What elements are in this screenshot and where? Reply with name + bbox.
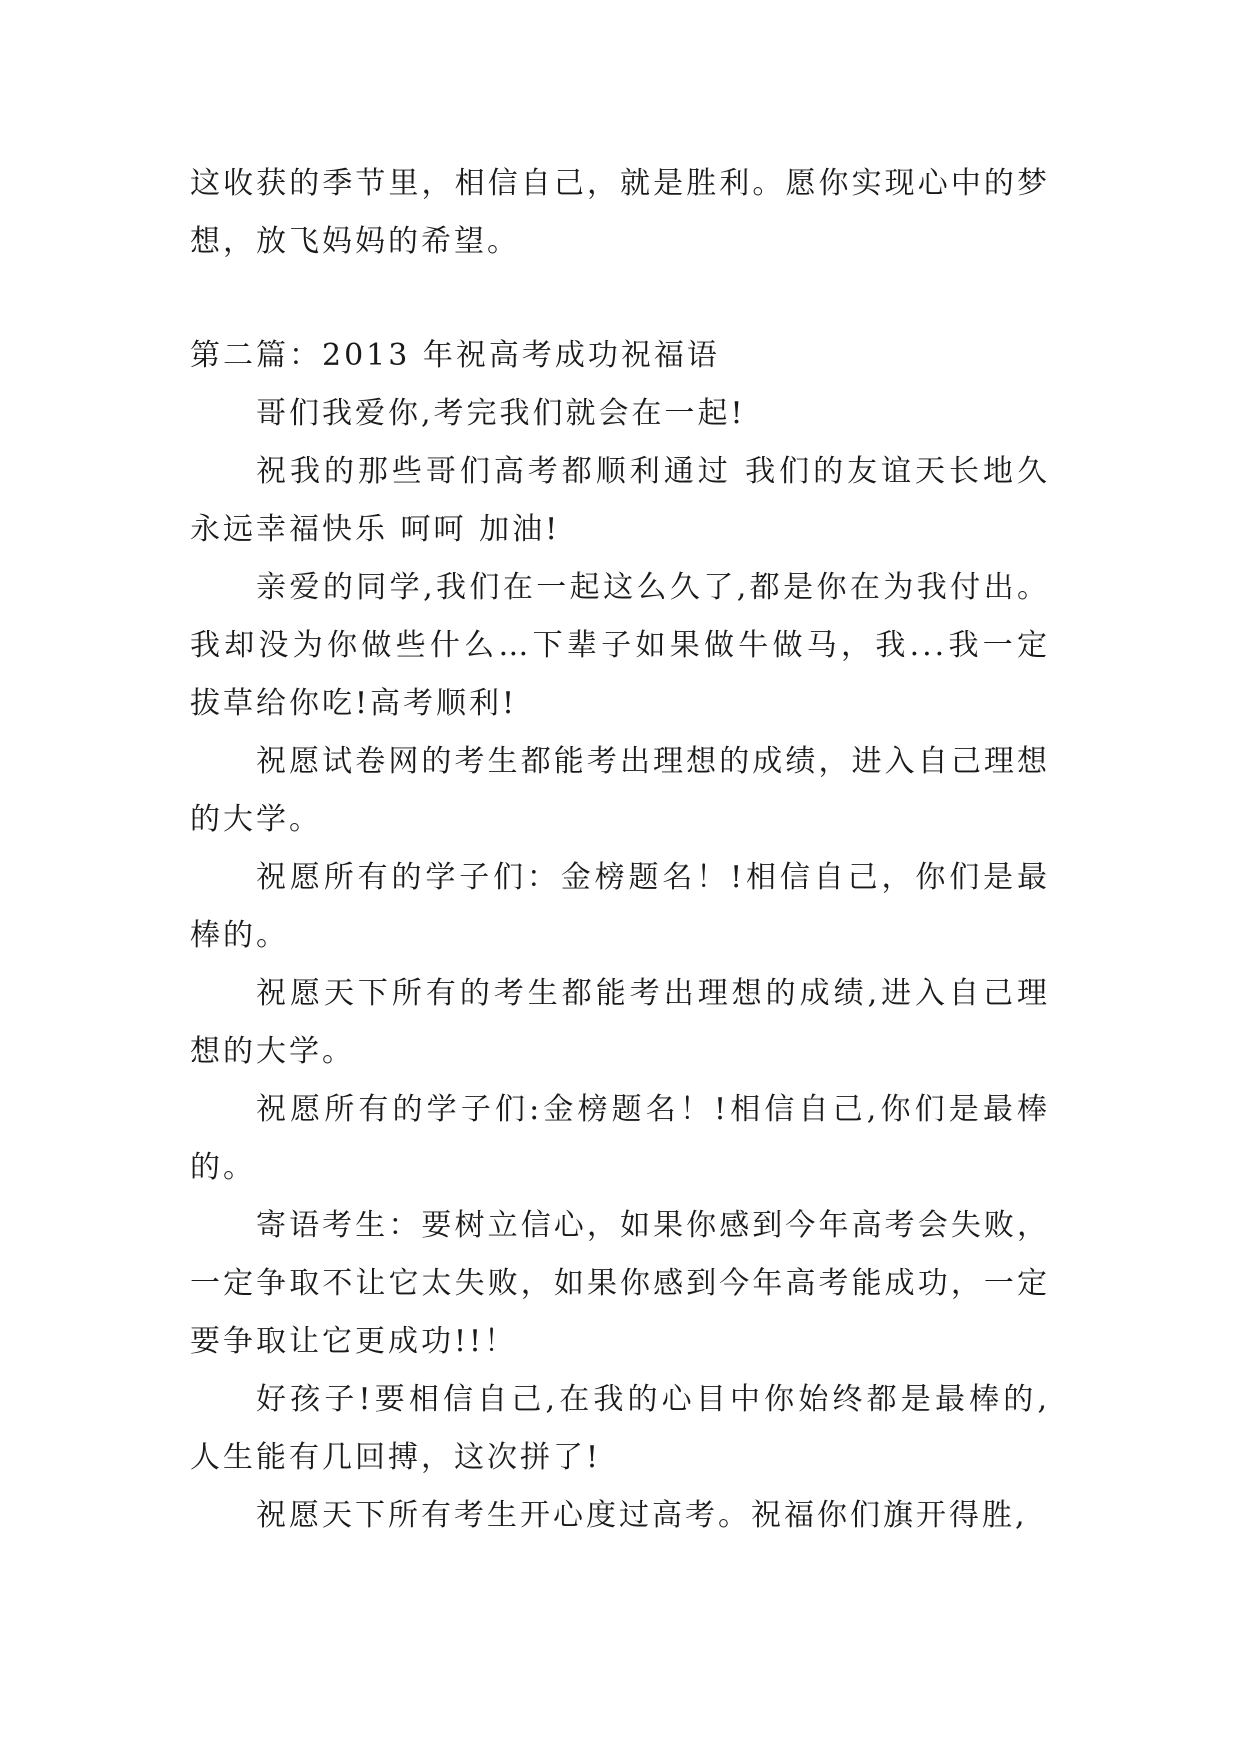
paragraph-3: 亲爱的同学,我们在一起这么久了,都是你在为我付出。我却没为你做些什么…下辈子如果做牛做马，我...我一定拔草给你吃!高考顺利! — [190, 570, 1050, 721]
paragraph-1: 哥们我爱你,考完我们就会在一起! — [256, 396, 746, 431]
paragraph-4: 祝愿试卷网的考生都能考出理想的成绩，进入自己理想的大学。 — [190, 744, 1050, 837]
paragraph-7: 祝愿所有的学子们:金榜题名！!相信自己,你们是最棒的。 — [190, 1092, 1050, 1185]
paragraph-2: 祝我的那些哥们高考都顺利通过 我们的友谊天长地久 永远幸福快乐 呵呵 加油! — [190, 454, 1050, 547]
paragraph-9: 好孩子!要相信自己,在我的心目中你始终都是最棒的,人生能有几回搏，这次拼了! — [190, 1382, 1050, 1475]
paragraph-8: 寄语考生：要树立信心，如果你感到今年高考会失败，一定争取不让它太失败，如果你感到今年高考能成功，一定要争取让它更成功!!！ — [190, 1208, 1050, 1359]
document-body — [190, 155, 1050, 1545]
paragraph-5: 祝愿所有的学子们：金榜题名！!相信自己，你们是最棒的。 — [190, 860, 1050, 953]
paragraph-6: 祝愿天下所有的考生都能考出理想的成绩,进入自己理想的大学。 — [190, 976, 1050, 1069]
continuation-paragraph: 这收获的季节里，相信自己，就是胜利。愿你实现心中的梦想，放飞妈妈的希望。 — [190, 166, 1050, 259]
section-title: 第二篇：2013 年祝高考成功祝福语 — [190, 338, 720, 373]
paragraph-10: 祝愿天下所有考生开心度过高考。祝福你们旗开得胜, — [256, 1498, 1028, 1533]
